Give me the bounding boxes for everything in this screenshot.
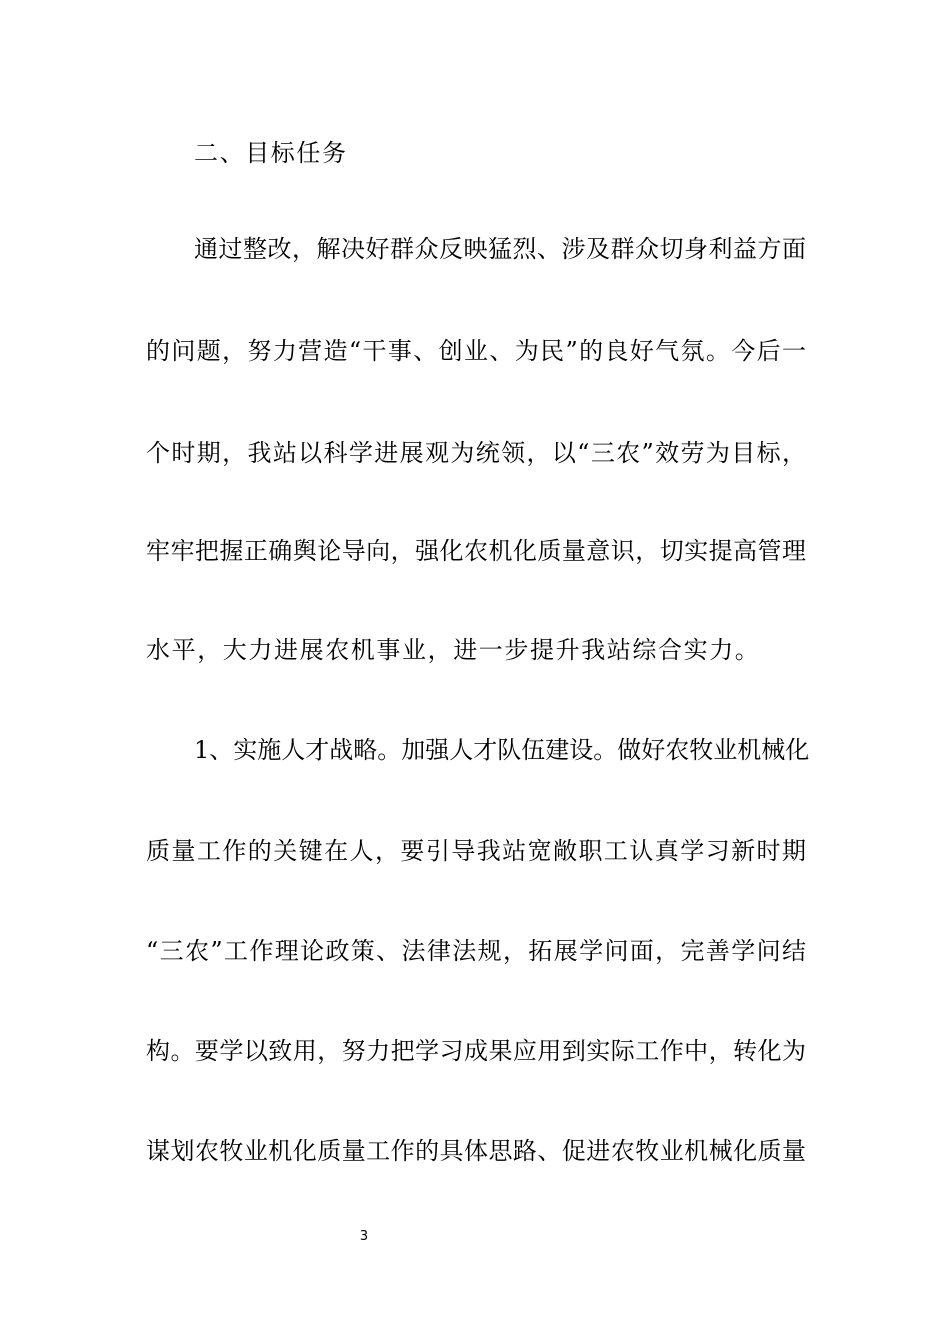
paragraph-2-line-5: 谋划农牧业机化质量工作的具体思路、促进农牧业机械化质量	[146, 1137, 806, 1165]
paragraph-2-line-1: 1、实施人才战略。加强人才队伍建设。做好农牧业机械化	[194, 736, 810, 764]
paragraph-1-line-4: 牢牢把握正确舆论导向，强化农机化质量意识，切实提高管理	[146, 537, 806, 565]
paragraph-1-line-2: 的问题，努力营造“干事、创业、为民”的良好气氛。今后一	[146, 337, 806, 365]
page-number: 3	[359, 1229, 369, 1244]
section-heading: 二、目标任务	[194, 139, 348, 167]
paragraph-1-line-3: 个时期，我站以科学进展观为统领，以“三农”效劳为目标，	[146, 439, 806, 467]
paragraph-1-line-5: 水平，大力进展农机事业，进一步提升我站综合实力。	[146, 636, 761, 664]
paragraph-1-line-1: 通过整改，解决好群众反映猛烈、涉及群众切身利益方面	[194, 235, 806, 263]
paragraph-2-line-4: 构。要学以致用，努力把学习成果应用到实际工作中，转化为	[146, 1037, 806, 1065]
paragraph-2-line-2: 质量工作的关键在人，要引导我站宽敞职工认真学习新时期	[146, 837, 806, 865]
paragraph-2-line-3: “三农”工作理论政策、法律法规，拓展学问面，完善学问结	[146, 937, 806, 965]
